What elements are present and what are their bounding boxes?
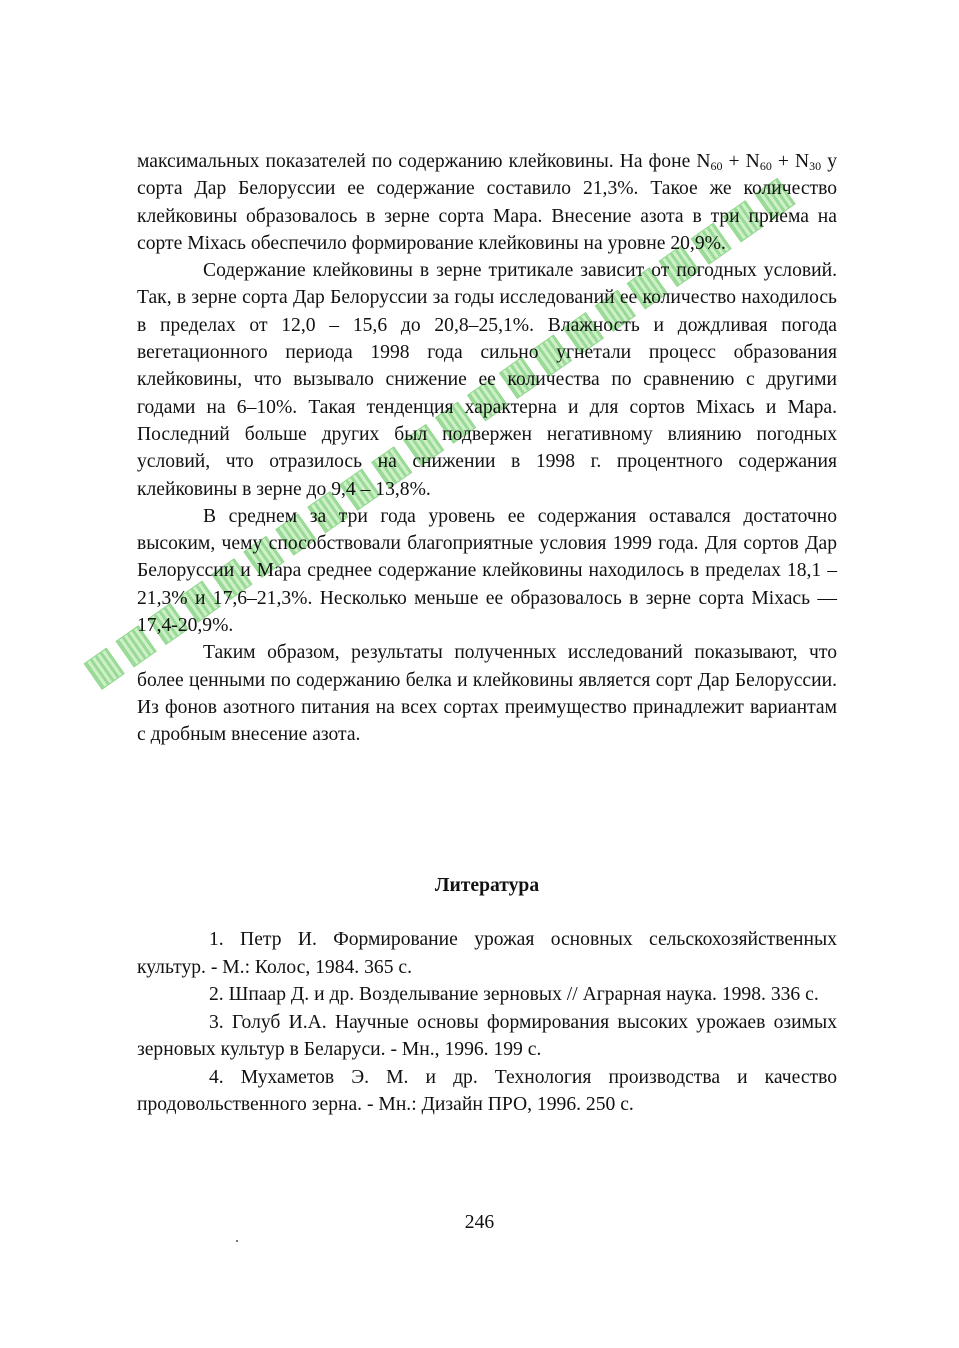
paragraph-1: максимальных показателей по содержанию клейковины. На фоне $N_{60} + N_{60} + N_{30}$ у сорта Дар Белоруссии ее содержание составило 21,3%. Такое же количество клейковины образовалось в зерне сорта Мара. Внесение азота в три приема на сорте Мiхась обеспечило формирование клейковины на уровне 20,9%.	[137, 151, 838, 254]
page-number: 246	[464, 1212, 495, 1233]
reference-item: 3. Голуб И.А. Научные основы формирования высоких урожаев озимых зерновых культур в Беларуси. - Мн., 1996. 199 с.	[137, 1011, 837, 1060]
reference-item: 1. Петр И. Формирование урожая основных сельскохозяйственных культур. - М.: Колос, 1984. 365 с.	[137, 929, 837, 978]
paragraph-3: В среднем за три года уровень ее содержания оставался достаточно высоким, чему способствовали благоприятные условия 1999 года. Для сортов Дар Белоруссии и Мара среднее содержание клейковины находилось в пределах 18,1 – 21,3% и 17,6–21,3%. Несколько меньше ее образовалось в зерне сорта Мiхась —17,4-20,9%.	[137, 505, 837, 637]
main-text	[137, 148, 837, 749]
references-list	[137, 926, 837, 1119]
paragraph-2: Содержание клейковины в зерне тритикале зависит от погодных условий. Так, в зерне сорта Дар Белоруссии за годы исследований ее количество находилось в пределах от 12,0 – 15,6 до 20,8–25,1%. Влажность и дождливая погода вегетационного периода 1998 года сильно угнетали процесс образования клейковины, что вызывало снижение ее количества по сравнению с другими годами на 6–10%. Такая тенденция характерна и для сортов Мiхась и Мара. Последний больше других был подвержен негативному влиянию погодных условий, что отразилось на снижении в 1998 г. процентного содержания клейковины в зерне до 9,4 – 13,8%.	[137, 260, 837, 500]
reference-item: 2. Шпаар Д. и др. Возделывание зерновых // Аграрная наука. 1998. 336 с.	[209, 984, 819, 1005]
scan-speck	[236, 1240, 238, 1242]
references-heading: Литература	[434, 875, 540, 896]
watermark-block	[84, 648, 125, 690]
paragraph-4: Таким образом, результаты полученных исследований показывают, что более ценными по содержанию белка и клейковины является сорт Дар Белоруссии. Из фонов азотного питания на всех сортах преимущество принадлежит вариантам с дробным внесение азота.	[137, 642, 837, 746]
reference-item: 4. Мухаметов Э. М. и др. Технология производства и качество продовольственного зерна. - Мн.: Дизайн ПРО, 1996. 250 с.	[137, 1066, 837, 1115]
